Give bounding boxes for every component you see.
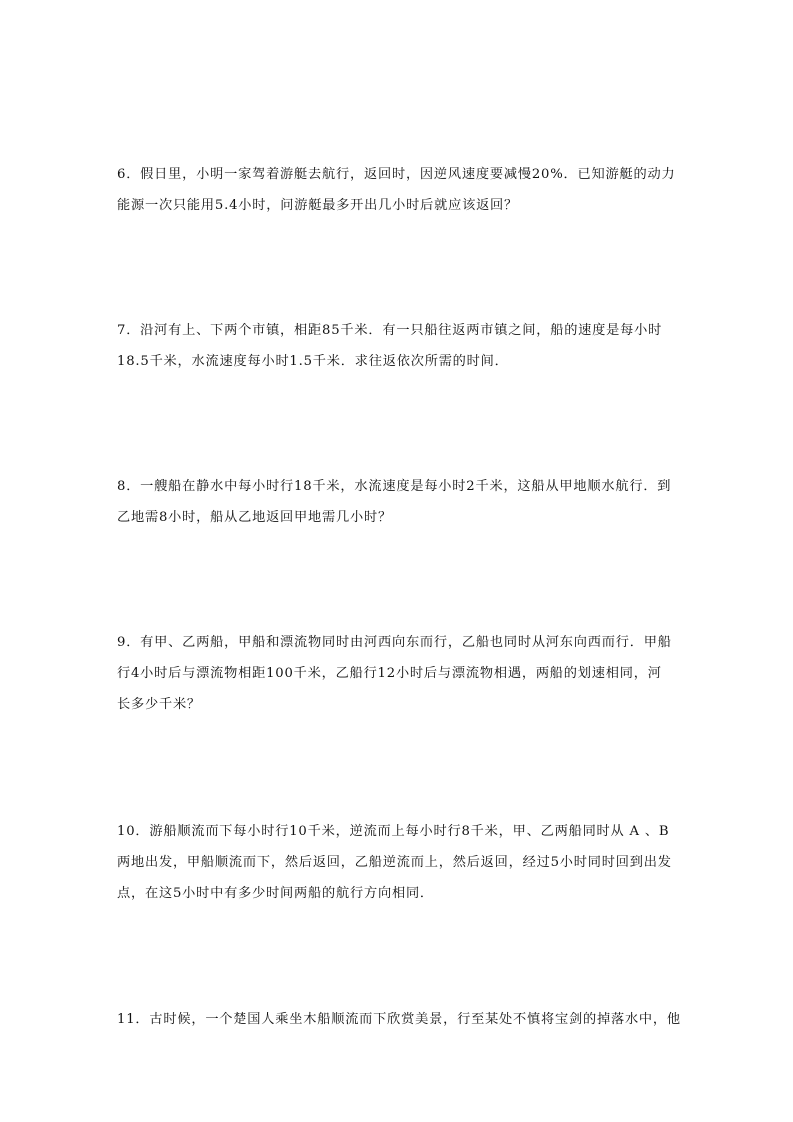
problem-9 <box>117 627 677 720</box>
problem-6 <box>117 159 677 221</box>
problem-8-line-1: 8．一艘船在静水中每小时行18千米，水流速度是每小时2千米，这船从甲地顺水航行．到 <box>117 479 672 494</box>
problem-7-line-2: 18.5千米，水流速度每小时1.5千米．求往返依次所需的时间． <box>117 354 509 369</box>
problem-10-line-2: 两地出发，甲船顺流而下，然后返回，乙船逆流而上，然后返回，经过5小时同时回到出发 <box>117 855 672 870</box>
problem-7 <box>117 315 677 377</box>
problem-9-line-1: 9．有甲、乙两船，甲船和漂流物同时由河西向东而行，乙船也同时从河东向西而行．甲船 <box>117 635 672 650</box>
problem-8 <box>117 471 677 533</box>
problem-10-line-3: 点，在这5小时中有多少时间两船的航行方向相同． <box>117 886 434 901</box>
problem-6-line-1: 6．假日里，小明一家驾着游艇去航行，返回时，因逆风速度要减慢20%．已知游艇的动力 <box>117 167 676 182</box>
problem-11-line-1: 11．古时候，一个楚国人乘坐木船顺流而下欣赏美景，行至某处不慎将宝剑的掉落水中，他 <box>117 1012 681 1027</box>
problem-9-line-2: 行4小时后与漂流物相距100千米，乙船行12小时后与漂流物相遇，两船的划速相同，河 <box>117 666 662 681</box>
problem-9-line-3: 长多少千米？ <box>117 697 201 712</box>
problem-10 <box>117 816 677 909</box>
problem-7-line-1: 7．沿河有上、下两个市镇，相距85千米．有一只船往返两市镇之间，船的速度是每小时 <box>117 323 663 338</box>
problem-10-line-1: 10．游船顺流而下每小时行10千米，逆流而上每小时行8千米，甲、乙两船同时从 A 、B <box>117 824 670 839</box>
problem-6-line-2: 能源一次只能用5.4小时，问游艇最多开出几小时后就应该返回？ <box>117 198 519 213</box>
problem-8-line-2: 乙地需8小时，船从乙地返回甲地需几小时？ <box>117 510 392 525</box>
problem-11 <box>117 1004 681 1035</box>
